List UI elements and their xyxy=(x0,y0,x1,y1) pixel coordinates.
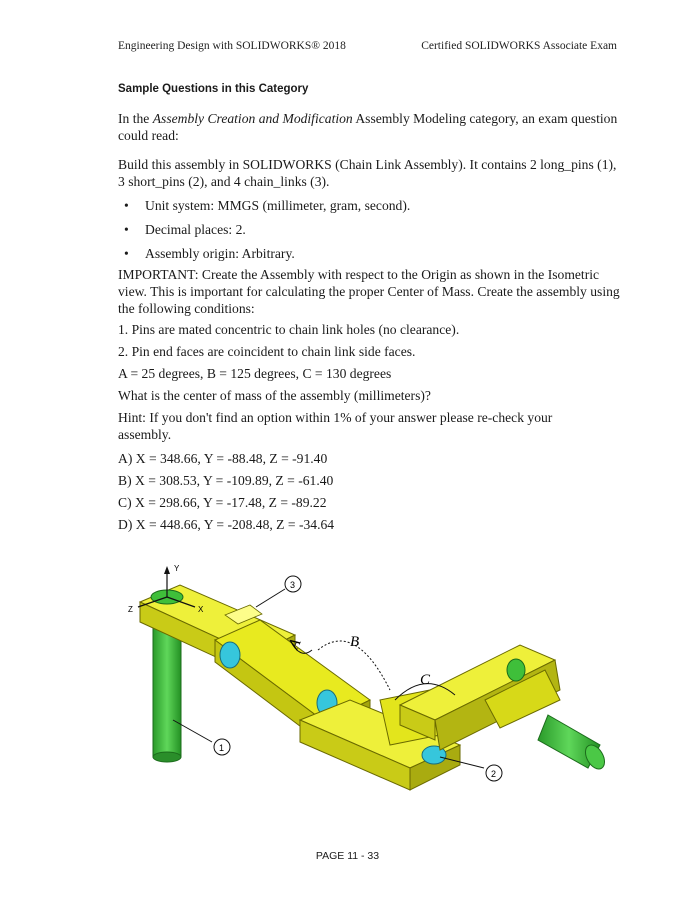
important-paragraph: IMPORTANT: Create the Assembly with respect to the Origin as shown in the Isometric view. This is important for calculating the proper Center of Mass. Create the assembly using the following conditions: xyxy=(118,267,620,316)
bullet-item xyxy=(124,221,246,238)
y-axis-arrow xyxy=(164,566,170,574)
callout-label-2: 2 xyxy=(491,769,497,779)
hint-text: Hint: If you don't find an option within 1% of your answer please re-check your assembly. xyxy=(118,410,553,442)
intro-suffix: Assembly Modeling category, an exam question could read: xyxy=(118,111,618,143)
question-text: What is the center of mass of the assembly (millimeters)? xyxy=(118,388,431,403)
intro-paragraph xyxy=(118,110,618,144)
page-number: PAGE 11 - 33 xyxy=(315,850,380,862)
long-pin-right xyxy=(538,715,608,772)
bullet-dot: • xyxy=(124,198,129,213)
section-title: Sample Questions in this Category xyxy=(118,83,309,95)
condition-1: 1. Pins are mated concentric to chain link holes (no clearance). xyxy=(118,322,460,337)
build-instruction: Build this assembly in SOLIDWORKS (Chain Link Assembly). It contains 2 long_pins (1), 3 short_pins (2), and 4 chain_links (3). xyxy=(118,157,617,189)
axis-label-x: X xyxy=(198,605,204,614)
bullet-text: Decimal places: 2. xyxy=(145,222,246,237)
answer-option-b: B) X = 308.53, Y = -109.89, Z = -61.40 xyxy=(118,473,334,488)
answer-option-a: A) X = 348.66, Y = -88.48, Z = -91.40 xyxy=(118,451,328,466)
axis-label-z: Z xyxy=(128,605,133,614)
intro-prefix: In the xyxy=(118,111,153,126)
bullet-dot: • xyxy=(124,246,129,261)
angle-label-a: A xyxy=(286,636,305,652)
angle-label-c: C xyxy=(420,672,431,688)
header-chapter-title: Certified SOLIDWORKS Associate Exam xyxy=(421,40,617,52)
angle-label-b: B xyxy=(350,634,360,650)
angle-values: A = 25 degrees, B = 125 degrees, C = 130 degrees xyxy=(118,366,392,381)
callout-label-3: 3 xyxy=(290,580,296,590)
condition-2: 2. Pin end faces are coincident to chain link side faces. xyxy=(118,344,416,359)
callout-label-1: 1 xyxy=(219,743,225,753)
bullet-text: Unit system: MMGS (millimeter, gram, second). xyxy=(145,198,411,213)
callout-1 xyxy=(173,720,230,755)
axis-label-y: Y xyxy=(174,564,180,573)
bullet-dot: • xyxy=(124,222,129,237)
intro-category: Assembly Creation and Modification xyxy=(152,111,353,126)
bullet-text: Assembly origin: Arbitrary. xyxy=(145,246,295,261)
chain-link-4 xyxy=(400,645,560,750)
callout-3 xyxy=(256,576,301,607)
chain-link-assembly-figure xyxy=(0,550,695,810)
bullet-item xyxy=(124,197,410,214)
bullet-item xyxy=(124,245,295,262)
answer-option-c: C) X = 298.66, Y = -17.48, Z = -89.22 xyxy=(118,495,327,510)
answer-option-d: D) X = 448.66, Y = -208.48, Z = -34.64 xyxy=(118,517,335,532)
header-book-title: Engineering Design with SOLIDWORKS® 2018 xyxy=(118,40,346,52)
